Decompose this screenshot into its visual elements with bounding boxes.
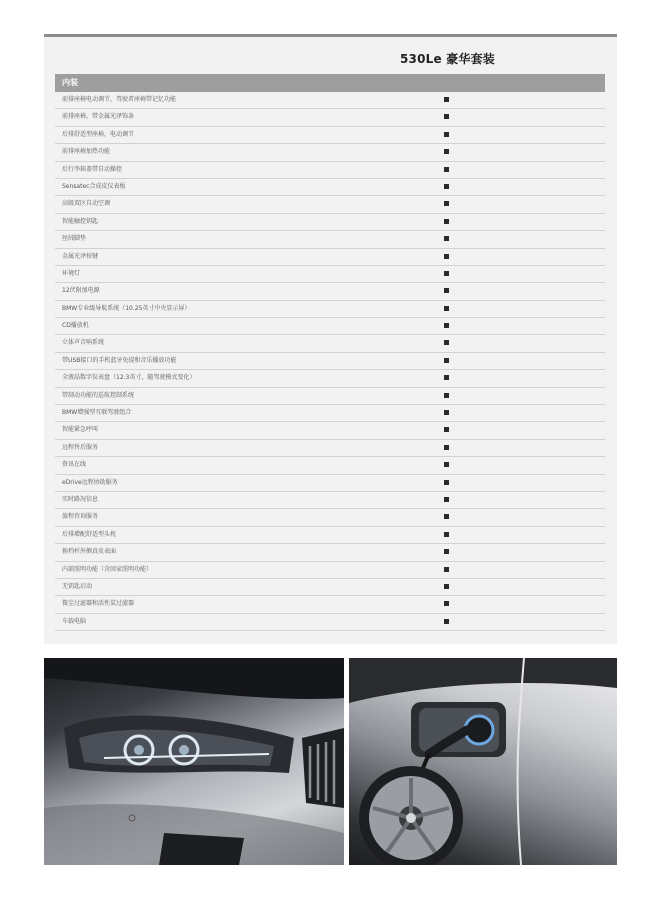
feature-label: 智能紧急呼叫	[62, 426, 99, 434]
filled-square-icon	[444, 619, 449, 624]
table-row	[55, 283, 605, 300]
spec-table-panel	[44, 34, 617, 644]
filled-square-icon	[444, 323, 449, 328]
filled-square-icon	[444, 375, 449, 380]
feature-label: 立体声音响系统	[62, 339, 105, 347]
filled-square-icon	[444, 410, 449, 415]
table-row	[55, 301, 605, 318]
table-row	[55, 509, 605, 526]
filled-square-icon	[444, 288, 449, 293]
filled-square-icon	[444, 340, 449, 345]
table-row	[55, 335, 605, 352]
table-row	[55, 353, 605, 370]
feature-label: 智能触控钥匙	[62, 217, 99, 225]
filled-square-icon	[444, 149, 449, 154]
filled-square-icon	[444, 584, 449, 589]
feature-label: CD播放机	[62, 322, 89, 330]
table-row	[55, 92, 605, 109]
feature-label: eDrive远程协助服务	[62, 478, 118, 486]
filled-square-icon	[444, 306, 449, 311]
table-row	[55, 144, 605, 161]
filled-square-icon	[444, 514, 449, 519]
feature-label: 车载电脑	[62, 617, 87, 625]
feature-label: 全液晶数字仪表盘（12.3英寸，随驾驶模式变化）	[62, 374, 196, 382]
filled-square-icon	[444, 567, 449, 572]
feature-label: 内部照明功能（含回家照明功能）	[62, 565, 153, 573]
filled-square-icon	[444, 480, 449, 485]
table-row	[55, 492, 605, 509]
feature-label: 金属光泽按键	[62, 252, 99, 260]
filled-square-icon	[444, 114, 449, 119]
filled-square-icon	[444, 445, 449, 450]
feature-label: 后排舒适型座椅，电动调节	[62, 130, 135, 138]
table-row	[55, 214, 605, 231]
filled-square-icon	[444, 601, 449, 606]
filled-square-icon	[444, 167, 449, 172]
feature-label: 换档杆外侧真皮表面	[62, 548, 117, 556]
feature-label: 高级双区自动空调	[62, 200, 111, 208]
table-row	[55, 318, 605, 335]
filled-square-icon	[444, 236, 449, 241]
section-title: 内装	[62, 78, 78, 87]
feature-label: 带USB接口的手机蓝牙免提和音乐播放功能	[62, 356, 177, 364]
feature-label: 后行李箱盖带自动操控	[62, 165, 123, 173]
table-row	[55, 562, 605, 579]
filled-square-icon	[444, 271, 449, 276]
table-row	[55, 457, 605, 474]
table-row	[55, 405, 605, 422]
feature-label: Sensatec合成皮仪表板	[62, 182, 126, 190]
feature-label: 微尘过滤器和活性炭过滤器	[62, 600, 135, 608]
filled-square-icon	[444, 393, 449, 398]
table-row	[55, 127, 605, 144]
feature-label: 丝绒脚垫	[62, 235, 87, 243]
table-row	[55, 266, 605, 283]
filled-square-icon	[444, 427, 449, 432]
filled-square-icon	[444, 497, 449, 502]
feature-label: 前排座椅加热功能	[62, 148, 111, 156]
filled-square-icon	[444, 184, 449, 189]
feature-label: 前排座椅，带金属光泽饰条	[62, 113, 135, 121]
table-row	[55, 527, 605, 544]
feature-label: 环境灯	[62, 269, 81, 277]
table-row	[55, 544, 605, 561]
table-row	[55, 596, 605, 613]
filled-square-icon	[444, 254, 449, 259]
feature-label: 无钥匙启动	[62, 582, 93, 590]
table-row	[55, 475, 605, 492]
feature-label: 前排座椅电动调节，驾驶者座椅带记忆功能	[62, 96, 177, 103]
table-row	[55, 370, 605, 387]
feature-label: 旅程咨询服务	[62, 513, 99, 521]
headlight-photo	[44, 658, 344, 865]
feature-label: 实时路况信息	[62, 495, 99, 503]
feature-label: 远程售后服务	[62, 443, 99, 451]
feature-label: 后排增配舒适型头枕	[62, 530, 117, 538]
filled-square-icon	[444, 219, 449, 224]
filled-square-icon	[444, 532, 449, 537]
filled-square-icon	[444, 462, 449, 467]
table-row	[55, 440, 605, 457]
table-row	[55, 422, 605, 439]
trim-title: 530Le 豪华套装	[400, 52, 496, 66]
charging-plug-icon	[349, 658, 617, 865]
feature-label: BMW增强型互联驾驶组合	[62, 409, 132, 417]
section-header-bar	[55, 74, 605, 92]
table-row	[55, 614, 605, 631]
table-row	[55, 179, 605, 196]
filled-square-icon	[444, 549, 449, 554]
feature-label: 资讯在线	[62, 461, 87, 469]
feature-list	[55, 92, 605, 631]
table-row	[55, 196, 605, 213]
filled-square-icon	[444, 201, 449, 206]
headlight-icon	[44, 658, 344, 865]
table-row	[55, 231, 605, 248]
table-row	[55, 109, 605, 126]
table-row	[55, 388, 605, 405]
filled-square-icon	[444, 97, 449, 102]
feature-label: 带制动功能的巡航控制系统	[62, 391, 135, 399]
feature-label: BMW专业级导航系统（10.25英寸中央显示屏）	[62, 304, 191, 312]
filled-square-icon	[444, 132, 449, 137]
filled-square-icon	[444, 358, 449, 363]
feature-label: 12伏附加电源	[62, 287, 100, 295]
table-row	[55, 249, 605, 266]
charging-photo	[349, 658, 617, 865]
table-row	[55, 579, 605, 596]
table-row	[55, 162, 605, 179]
